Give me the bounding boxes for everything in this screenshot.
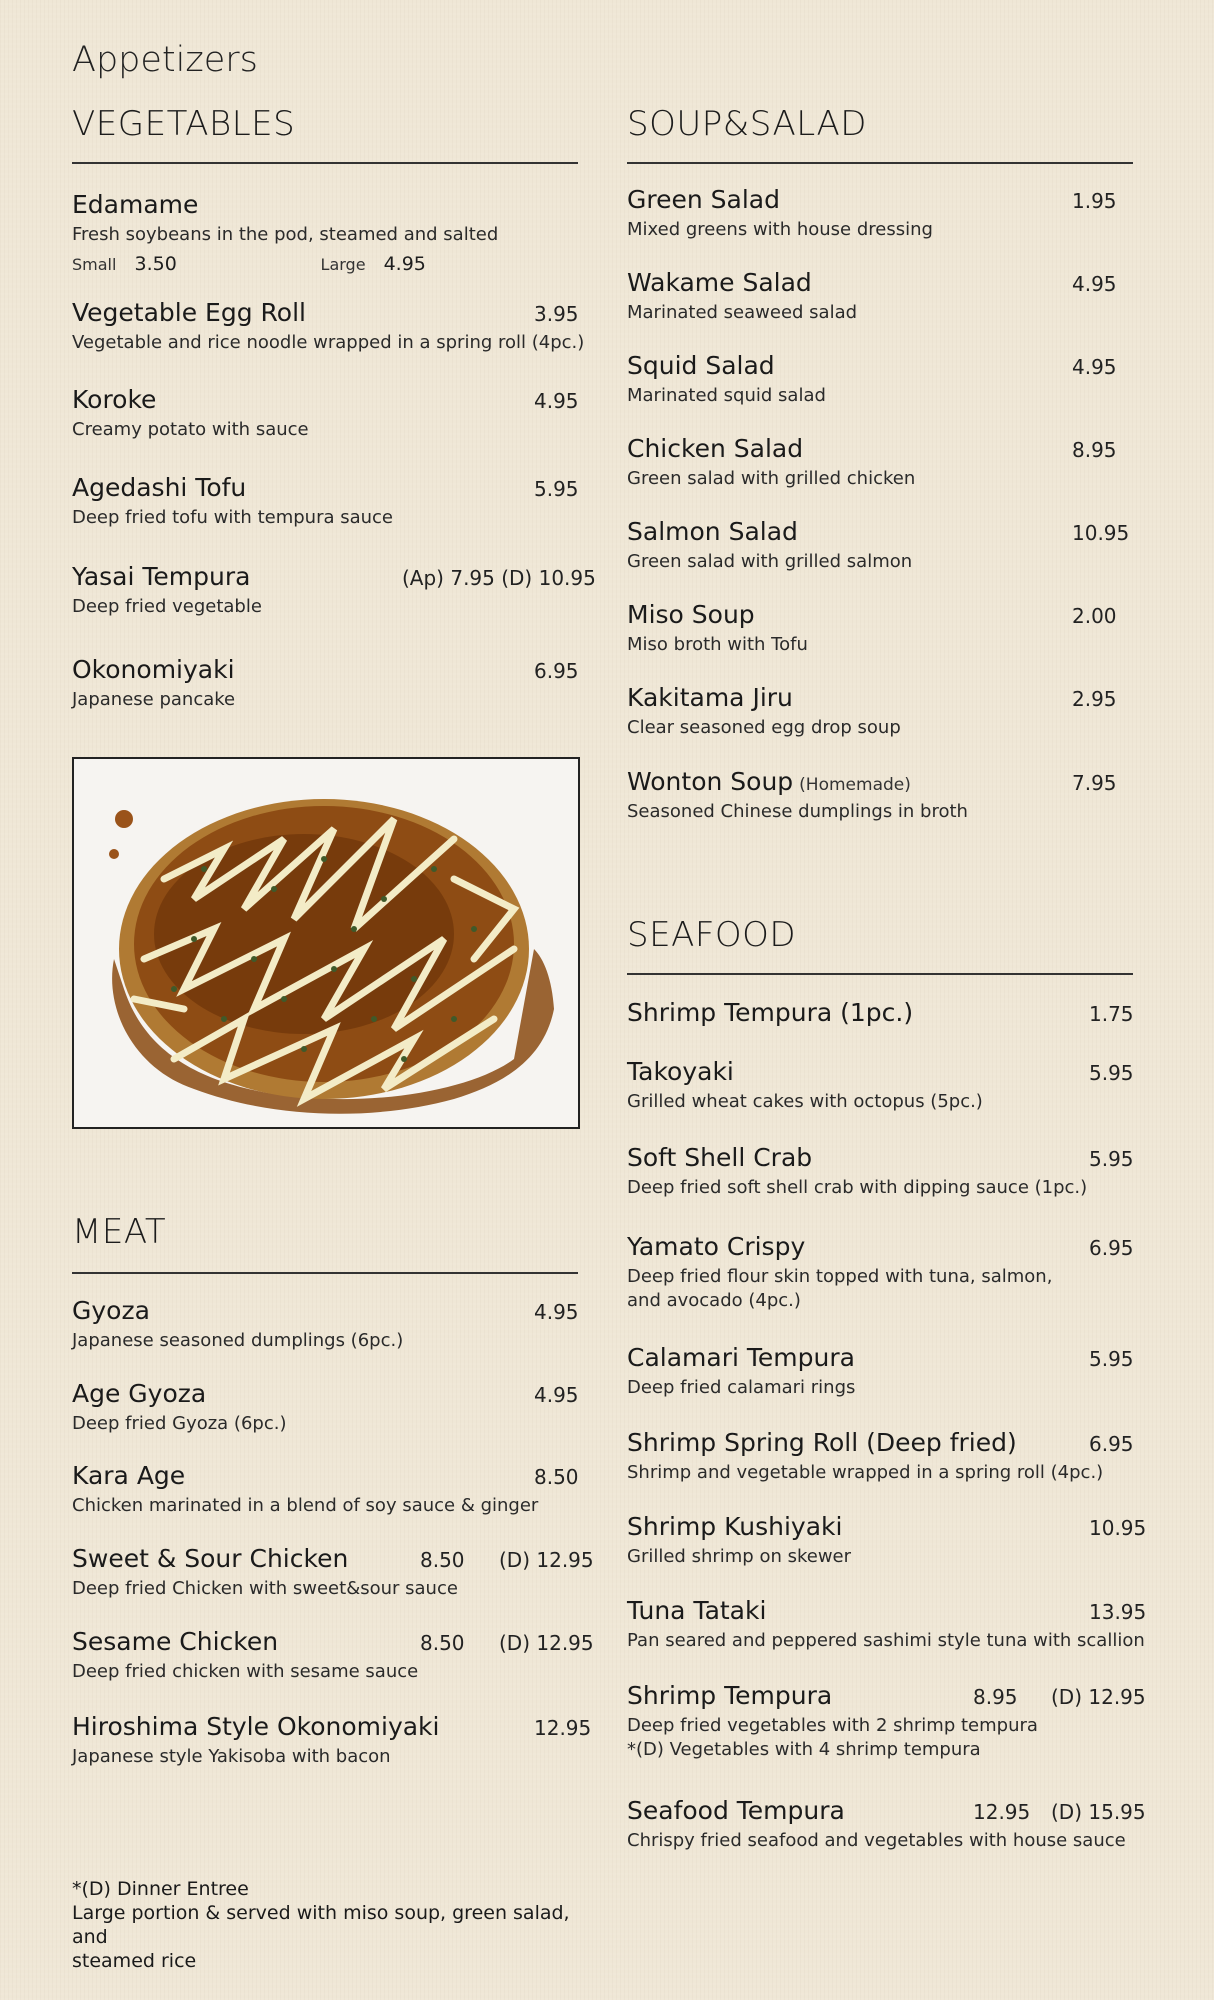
- item-name: Tuna Tataki: [627, 1596, 767, 1625]
- item-description: Deep fried soft shell crab with dipping sauce (1pc.): [627, 1177, 1088, 1198]
- item-name: Age Gyoza: [72, 1379, 207, 1408]
- item-dinner-price: (D) 15.95: [1051, 1800, 1146, 1824]
- item-price: 10.95: [1072, 521, 1130, 545]
- item-price: 4.95: [534, 1383, 579, 1407]
- item-name: Koroke: [72, 385, 157, 414]
- item-description: Deep fried Chicken with sweet&sour sauce: [72, 1578, 458, 1599]
- menu-item: [627, 1143, 1157, 1200]
- item-name: Kakitama Jiru: [627, 683, 793, 712]
- item-price: 3.50: [134, 253, 177, 275]
- menu-item: [627, 434, 1157, 491]
- item-description: Miso broth with Tofu: [627, 634, 808, 655]
- item-price: 2.95: [1072, 687, 1117, 711]
- menu-item: [627, 351, 1157, 408]
- menu-item-edamame: [72, 190, 590, 275]
- item-name: Shrimp Tempura: [627, 1681, 833, 1710]
- item-price: 5.95: [534, 477, 579, 501]
- menu-item: [627, 185, 1157, 242]
- item-name: Sweet & Sour Chicken: [72, 1544, 349, 1573]
- item-name: Shrimp Tempura (1pc.): [627, 998, 914, 1027]
- item-description: Mixed greens with house dressing: [627, 219, 933, 240]
- menu-item: [72, 1379, 590, 1436]
- item-description: Japanese pancake: [72, 689, 236, 710]
- item-description: Deep fried tofu with tempura sauce: [72, 507, 394, 528]
- item-description: Japanese seasoned dumplings (6pc.): [72, 1330, 404, 1351]
- okonomiyaki-photo: [72, 757, 580, 1129]
- item-description: Green salad with grilled chicken: [627, 468, 916, 489]
- item-name: Shrimp Kushiyaki: [627, 1512, 843, 1541]
- menu-item: [72, 298, 590, 355]
- item-name: Wakame Salad: [627, 268, 812, 297]
- item-price: (Ap) 7.95 (D) 10.95: [402, 566, 596, 590]
- menu-item: [627, 998, 1157, 1027]
- menu-item: [627, 1681, 1157, 1762]
- menu-item: [627, 1343, 1157, 1400]
- item-price: 4.95: [534, 1300, 579, 1324]
- item-description: Japanese style Yakisoba with bacon: [72, 1746, 391, 1767]
- item-description: Deep fried flour skin topped with tuna, salmon,: [627, 1266, 1053, 1287]
- item-price: 6.95: [1089, 1432, 1134, 1456]
- item-name: Vegetable Egg Roll: [72, 298, 306, 327]
- menu-item: [72, 473, 590, 530]
- menu-item: [72, 1627, 594, 1684]
- menu-item: [627, 1512, 1157, 1569]
- size-prices: [72, 253, 590, 275]
- item-description: Pan seared and peppered sashimi style tuna with scallion: [627, 1630, 1145, 1651]
- item-name: Gyoza: [72, 1296, 150, 1325]
- page-title: Appetizers: [72, 40, 258, 80]
- item-description: Deep fried chicken with sesame sauce: [72, 1661, 419, 1682]
- item-description: Green salad with grilled salmon: [627, 551, 913, 572]
- item-name: Sesame Chicken: [72, 1627, 279, 1656]
- item-price: 4.95: [1072, 272, 1117, 296]
- footnote-line: steamed rice: [72, 1950, 197, 1972]
- item-description: Clear seasoned egg drop soup: [627, 717, 901, 738]
- item-description: Deep fried vegetable: [72, 596, 262, 617]
- size-label: Small: [72, 255, 117, 274]
- dinner-footnote: [72, 1877, 590, 1973]
- menu-item: [72, 562, 596, 619]
- item-price: 1.95: [1072, 189, 1117, 213]
- menu-item: [627, 1232, 1157, 1313]
- size-label: Large: [320, 255, 366, 274]
- section-title: MEAT: [72, 1212, 167, 1252]
- item-dinner-price: (D) 12.95: [499, 1631, 594, 1655]
- meat-section: [72, 1212, 590, 1252]
- menu-item: [72, 1461, 590, 1518]
- menu-item: [627, 767, 1157, 824]
- seafood-section: [627, 915, 1157, 955]
- item-price: 6.95: [1089, 1236, 1134, 1260]
- section-divider: [627, 162, 1133, 164]
- vegetables-section: [72, 104, 590, 144]
- item-price: 4.95: [534, 389, 579, 413]
- section-divider: [72, 162, 578, 164]
- item-description: Chrispy fried seafood and vegetables with house sauce: [627, 1830, 1126, 1851]
- item-price: 5.95: [1089, 1147, 1134, 1171]
- item-price: 6.95: [534, 659, 579, 683]
- menu-item: [72, 385, 590, 442]
- menu-item: [72, 1712, 590, 1769]
- menu-item: [72, 1296, 590, 1353]
- soup-salad-section: [627, 104, 1157, 144]
- item-name: Hiroshima Style Okonomiyaki: [72, 1712, 440, 1741]
- item-description: and avocado (4pc.): [627, 1290, 801, 1311]
- section-title: SOUP&SALAD: [627, 104, 867, 144]
- item-name: Yasai Tempura: [72, 562, 251, 591]
- item-description: Shrimp and vegetable wrapped in a spring roll (4pc.): [627, 1462, 1104, 1483]
- item-description: Marinated seaweed salad: [627, 302, 858, 323]
- item-price: 7.95: [1072, 771, 1117, 795]
- item-description: Fresh soybeans in the pod, steamed and salted: [72, 224, 499, 245]
- item-price: 13.95: [1089, 1600, 1147, 1624]
- item-price: 8.95: [973, 1685, 1018, 1709]
- menu-item: [627, 1057, 1157, 1114]
- item-price: 5.95: [1089, 1347, 1134, 1371]
- item-price: 4.95: [1072, 355, 1117, 379]
- item-price: 1.75: [1089, 1002, 1134, 1026]
- menu-item: [627, 600, 1157, 657]
- item-price: 8.95: [1072, 438, 1117, 462]
- menu-item: [627, 1596, 1157, 1653]
- item-description: Deep fried Gyoza (6pc.): [72, 1413, 287, 1434]
- item-name: Yamato Crispy: [627, 1232, 806, 1261]
- item-price: 10.95: [1089, 1516, 1147, 1540]
- item-dinner-price: (D) 12.95: [1051, 1685, 1146, 1709]
- item-dinner-price: (D) 12.95: [499, 1548, 594, 1572]
- item-name: Chicken Salad: [627, 434, 804, 463]
- okonomiyaki-image: [74, 759, 578, 1127]
- section-title: VEGETABLES: [72, 104, 296, 144]
- item-name: Squid Salad: [627, 351, 775, 380]
- item-description: Creamy potato with sauce: [72, 419, 309, 440]
- section-title: SEAFOOD: [627, 915, 797, 955]
- menu-item: [627, 268, 1157, 325]
- item-description: Grilled shrimp on skewer: [627, 1546, 852, 1567]
- menu-item: [72, 655, 590, 712]
- item-name: Salmon Salad: [627, 517, 798, 546]
- item-name: Takoyaki: [627, 1057, 734, 1086]
- item-name: Calamari Tempura: [627, 1343, 855, 1372]
- menu-item: [627, 683, 1157, 740]
- item-name: Miso Soup: [627, 600, 755, 629]
- item-price: 12.95: [534, 1716, 592, 1740]
- item-name: Soft Shell Crab: [627, 1143, 813, 1172]
- item-description: Vegetable and rice noodle wrapped in a spring roll (4pc.): [72, 332, 585, 353]
- item-name: Agedashi Tofu: [72, 473, 247, 502]
- item-description: Seasoned Chinese dumplings in broth: [627, 801, 968, 822]
- item-description: Chicken marinated in a blend of soy sauce & ginger: [72, 1495, 539, 1516]
- item-price: 8.50: [420, 1631, 465, 1655]
- item-name: Edamame: [72, 190, 199, 219]
- footnote-line: *(D) Dinner Entree: [72, 1878, 249, 1900]
- menu-item: [72, 1544, 594, 1601]
- item-description: Grilled wheat cakes with octopus (5pc.): [627, 1091, 983, 1112]
- item-price: 3.95: [534, 302, 579, 326]
- item-price: 8.50: [420, 1548, 465, 1572]
- item-price: 5.95: [1089, 1061, 1134, 1085]
- item-description: Deep fried calamari rings: [627, 1377, 856, 1398]
- item-description: Deep fried vegetables with 2 shrimp tempura: [627, 1715, 1038, 1736]
- item-price: 8.50: [534, 1465, 579, 1489]
- item-name: Shrimp Spring Roll (Deep fried): [627, 1428, 1017, 1457]
- item-name: Green Salad: [627, 185, 780, 214]
- item-price: 12.95: [973, 1800, 1031, 1824]
- menu-item: [627, 1428, 1157, 1485]
- item-name: Seafood Tempura: [627, 1796, 845, 1825]
- footnote-line: Large portion & served with miso soup, green salad, and: [72, 1902, 570, 1948]
- item-name: Okonomiyaki: [72, 655, 235, 684]
- item-note: (Homemade): [799, 775, 911, 795]
- item-name-text: Wonton Soup: [627, 767, 794, 796]
- menu-item: [627, 517, 1157, 574]
- section-divider: [627, 973, 1133, 975]
- item-description: *(D) Vegetables with 4 shrimp tempura: [627, 1739, 981, 1760]
- item-description: Marinated squid salad: [627, 385, 826, 406]
- menu-item: [627, 1796, 1157, 1853]
- item-price: 2.00: [1072, 604, 1117, 628]
- item-price: 4.95: [383, 253, 426, 275]
- item-name: Kara Age: [72, 1461, 186, 1490]
- section-divider: [72, 1272, 578, 1274]
